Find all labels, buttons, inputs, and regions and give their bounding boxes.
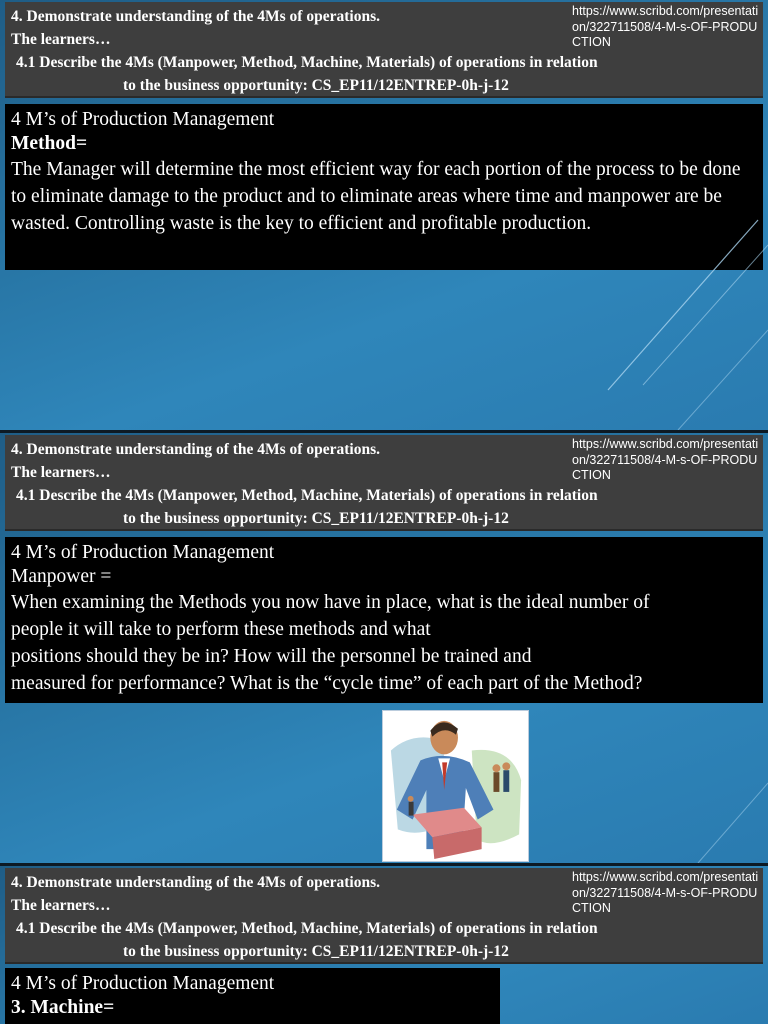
source-url[interactable]: https://www.scribd.com/presentation/322711508/4-M-s-OF-PRODUCTION (572, 437, 759, 482)
header-code: to the business opportunity: CS_EP11/12ENTREP-0h-j-12 (123, 943, 509, 960)
source-url[interactable]: https://www.scribd.com/presentation/322711508/4-M-s-OF-PRODUCTION (572, 870, 759, 915)
businessman-clipart-icon (382, 710, 529, 862)
box-subtitle: 3. Machine= (11, 997, 115, 1018)
content-box (5, 968, 500, 1024)
header-code: to the business opportunity: CS_EP11/12ENTREP-0h-j-12 (123, 77, 509, 94)
header-learners: The learners… (11, 31, 111, 48)
box-title: 4 M’s of Production Management (11, 542, 275, 563)
box-body: The Manager will determine the most efficient way for each portion of the process to be done to eliminate damage to the product and to eliminate areas where time and manpower are be wasted. Controlling waste is the key to efficient and profitable production. (11, 159, 741, 234)
body-line: When examining the Methods you now have in place, what is the ideal number of (11, 592, 650, 613)
slide-header (5, 435, 763, 531)
header-competency: 4.1 Describe the 4Ms (Manpower, Method, Machine, Materials) of operations in relation (16, 920, 598, 937)
header-learners: The learners… (11, 464, 111, 481)
header-code: to the business opportunity: CS_EP11/12ENTREP-0h-j-12 (123, 510, 509, 527)
header-competency: 4.1 Describe the 4Ms (Manpower, Method, Machine, Materials) of operations in relation (16, 54, 598, 71)
header-learners: The learners… (11, 897, 111, 914)
source-url[interactable]: https://www.scribd.com/presentation/322711508/4-M-s-OF-PRODUCTION (572, 4, 759, 49)
slide-header (5, 868, 763, 964)
decorative-lines-icon (548, 150, 768, 430)
header-competency: 4.1 Describe the 4Ms (Manpower, Method, Machine, Materials) of operations in relation (16, 487, 598, 504)
box-title: 4 M’s of Production Management (11, 973, 275, 994)
body-line: measured for performance? What is the “cycle time” of each part of the Method? (11, 673, 643, 694)
slide-manpower (0, 433, 768, 863)
slide-header (5, 2, 763, 98)
header-objective: 4. Demonstrate understanding of the 4Ms of operations. (11, 441, 380, 458)
body-line: people it will take to perform these methods and what (11, 619, 431, 640)
box-title: 4 M’s of Production Management (11, 109, 275, 130)
header-objective: 4. Demonstrate understanding of the 4Ms of operations. (11, 8, 380, 25)
header-objective: 4. Demonstrate understanding of the 4Ms of operations. (11, 874, 380, 891)
slide-machine (0, 866, 768, 1024)
box-subtitle: Method= (11, 133, 88, 154)
body-line: positions should they be in? How will the personnel be trained and (11, 646, 532, 667)
box-subtitle: Manpower = (11, 566, 112, 587)
slide-method (0, 0, 768, 430)
decorative-lines-icon (548, 583, 768, 863)
